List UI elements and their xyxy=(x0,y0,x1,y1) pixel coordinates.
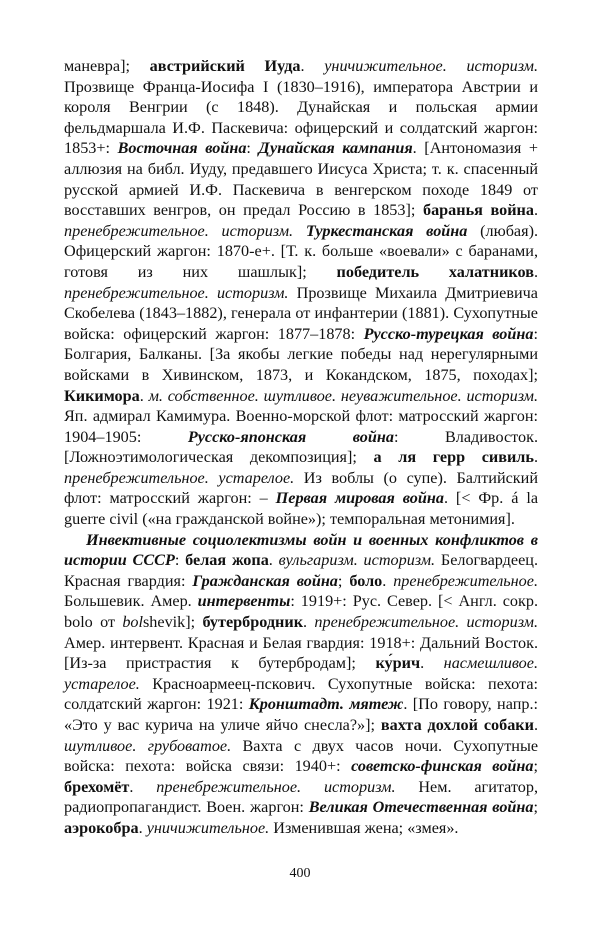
text-run: . xyxy=(129,777,157,796)
text-run: : 1919+: Рус. Север. [< Англ. сокр. bolo от xyxy=(64,592,538,632)
text-run: . xyxy=(533,201,538,220)
headword: Кикимора xyxy=(64,386,140,405)
text-run: Яп. адмирал Камимура. Военно-морской флот: матросский жаргон: 1904–1905: xyxy=(64,407,538,446)
text-run: Из воблы (о супе). Балтийский флот: матросский жаргон: – xyxy=(64,468,538,508)
page-body-text xyxy=(64,56,538,839)
text-run: Амер. интервент. Красная и Белая гвардия: 1918+: Дальний Восток. [Из-за пристрастия к бутербродам]; xyxy=(64,633,538,673)
dictionary-paragraph-2 xyxy=(64,530,538,839)
text-run: : Владивосток. [Ложноэтимологическая декомпозиция]; xyxy=(64,427,538,467)
context-term: Дунайская кампания xyxy=(258,139,413,158)
text-run: . xyxy=(300,57,325,75)
text-run: : Болгария, Балканы. [За якобы легкие победы над нерегулярными войсками в Хивинском, 1873, и Кокандском, 1875, походах]; xyxy=(64,324,538,384)
text-run: . [По говору, напр.: «Это у вас курича на уличе яйчо снесла?»]; xyxy=(64,695,538,734)
text-run: Красноармеец-пскович. Сухопутные войска: пехота: солдатский жаргон: 1921: xyxy=(64,674,538,714)
text-run: . xyxy=(533,716,538,734)
usage-label: м. собственное. шутливое. неуважительное. историзм. xyxy=(148,386,538,405)
text-run: . [< Фр. á la guerre civil («на гражданской войне»); темпоральная метонимия]. xyxy=(64,489,539,529)
usage-label: пренебрежительное. историзм. xyxy=(156,777,396,796)
usage-label: пренебрежительное. историзм. xyxy=(64,283,289,302)
usage-label: шутливое. грубоватое. xyxy=(64,736,232,755)
text-run: Вахта с двух часов ночи. Сухопутные войска: пехота: войска связи: 1940+: xyxy=(64,736,539,776)
usage-label: вульгаризм. историзм. xyxy=(278,551,436,570)
headword: вахта дохлой собаки xyxy=(380,716,534,734)
text-run: ; xyxy=(337,571,350,590)
text-run: : xyxy=(246,139,259,158)
context-term: Русско-турецкая война xyxy=(363,324,534,343)
text-run: Нем. агитатор, радиопропагандист. Воен. жаргон: xyxy=(64,777,538,817)
headword: бутербродник xyxy=(202,613,304,632)
usage-label: уничижительное. xyxy=(146,818,270,837)
text-run: . xyxy=(303,613,315,632)
text-run: . xyxy=(138,818,147,837)
text-run: . xyxy=(268,551,279,570)
text-run: : xyxy=(174,551,186,570)
headword: белая жопа xyxy=(185,551,269,570)
usage-label: насмешливое. устарелое. xyxy=(64,654,539,693)
text-run: . xyxy=(382,571,394,590)
context-term: Инвективные социолектизмы войн и военных конфликтов в истории СССР xyxy=(64,530,538,570)
text-run: Прозвище Михаила Дмитриевича Скобелева (1843–1882), генерала от инфантерии (1881). Сухопутные войска: офицерский жаргон: 1877–1878: xyxy=(64,283,538,343)
context-term: Гражданская война xyxy=(192,571,338,590)
headword: боло xyxy=(349,571,383,590)
context-term: Туркестанская война xyxy=(305,221,468,240)
dictionary-paragraph-1 xyxy=(64,56,538,530)
context-term: Великая Отечественная война xyxy=(308,798,534,817)
headword: брехомёт xyxy=(64,777,130,796)
text-run: маневра]; xyxy=(64,57,150,75)
text-run: . xyxy=(533,448,538,467)
usage-label: пренебрежительное. историзм. xyxy=(64,221,294,240)
text-run: . [Антономазия + аллюзия на библ. Иуду, предавшего Иисуса Христа; т. к. спасенный русской армией И.Ф. Паскевича в венгерском походе 1849 от восставших венгров, он предал Россию в 1853]; xyxy=(64,139,538,220)
text-run: ; xyxy=(533,798,538,817)
text-run: . xyxy=(420,654,444,673)
text-run: shevik]; xyxy=(143,613,203,632)
context-term: советско-финская война xyxy=(351,757,534,776)
text-run: Белогвардеец. Красная гвардия: xyxy=(64,551,538,590)
context-term: интервенты xyxy=(197,592,291,611)
headword: аэрокобра xyxy=(64,818,139,837)
usage-label: пренебрежительное. устарелое. xyxy=(64,468,295,487)
context-term: Восточная война xyxy=(117,139,247,158)
context-term: Первая мировая война xyxy=(275,489,444,508)
headword: ку́рич xyxy=(375,654,421,673)
usage-label: пренебрежительное. историзм. xyxy=(314,613,539,632)
text-run: . xyxy=(139,386,149,405)
usage-label: уничижительное. историзм. xyxy=(324,57,538,75)
headword: баранья война xyxy=(422,201,534,220)
text-run: Большевик. Амер. xyxy=(64,592,198,611)
page-number: 400 xyxy=(289,866,311,881)
text-run xyxy=(293,222,306,240)
headword: победитель халатников xyxy=(336,262,534,281)
context-term: Русско-японская война xyxy=(187,427,394,446)
text-run: ; xyxy=(533,757,538,776)
headword: австрийский Иуда xyxy=(149,57,301,75)
text-run: . xyxy=(533,262,538,281)
text-run: Изменившая жена; «змея». xyxy=(269,818,459,837)
headword: а ля герр сивиль xyxy=(373,448,534,467)
text-run: (любая). Офицерский жаргон: 1870-е+. [Т. к. больше «воевали» с баранами, готовя из них шашлык]; xyxy=(64,221,539,281)
usage-label: пренебрежительное. xyxy=(393,571,538,590)
usage-label: bol xyxy=(122,613,143,632)
context-term: Кронштадт. мятеж xyxy=(248,695,404,714)
text-run: Прозвище Франца-Иосифа I (1830–1916), императора Австрии и короля Венгрии (с 1848). Дунайская и польская армии фельдмаршала И.Ф. Паскевича: офицерский и солдатский жаргон: 1853+: xyxy=(64,77,538,158)
